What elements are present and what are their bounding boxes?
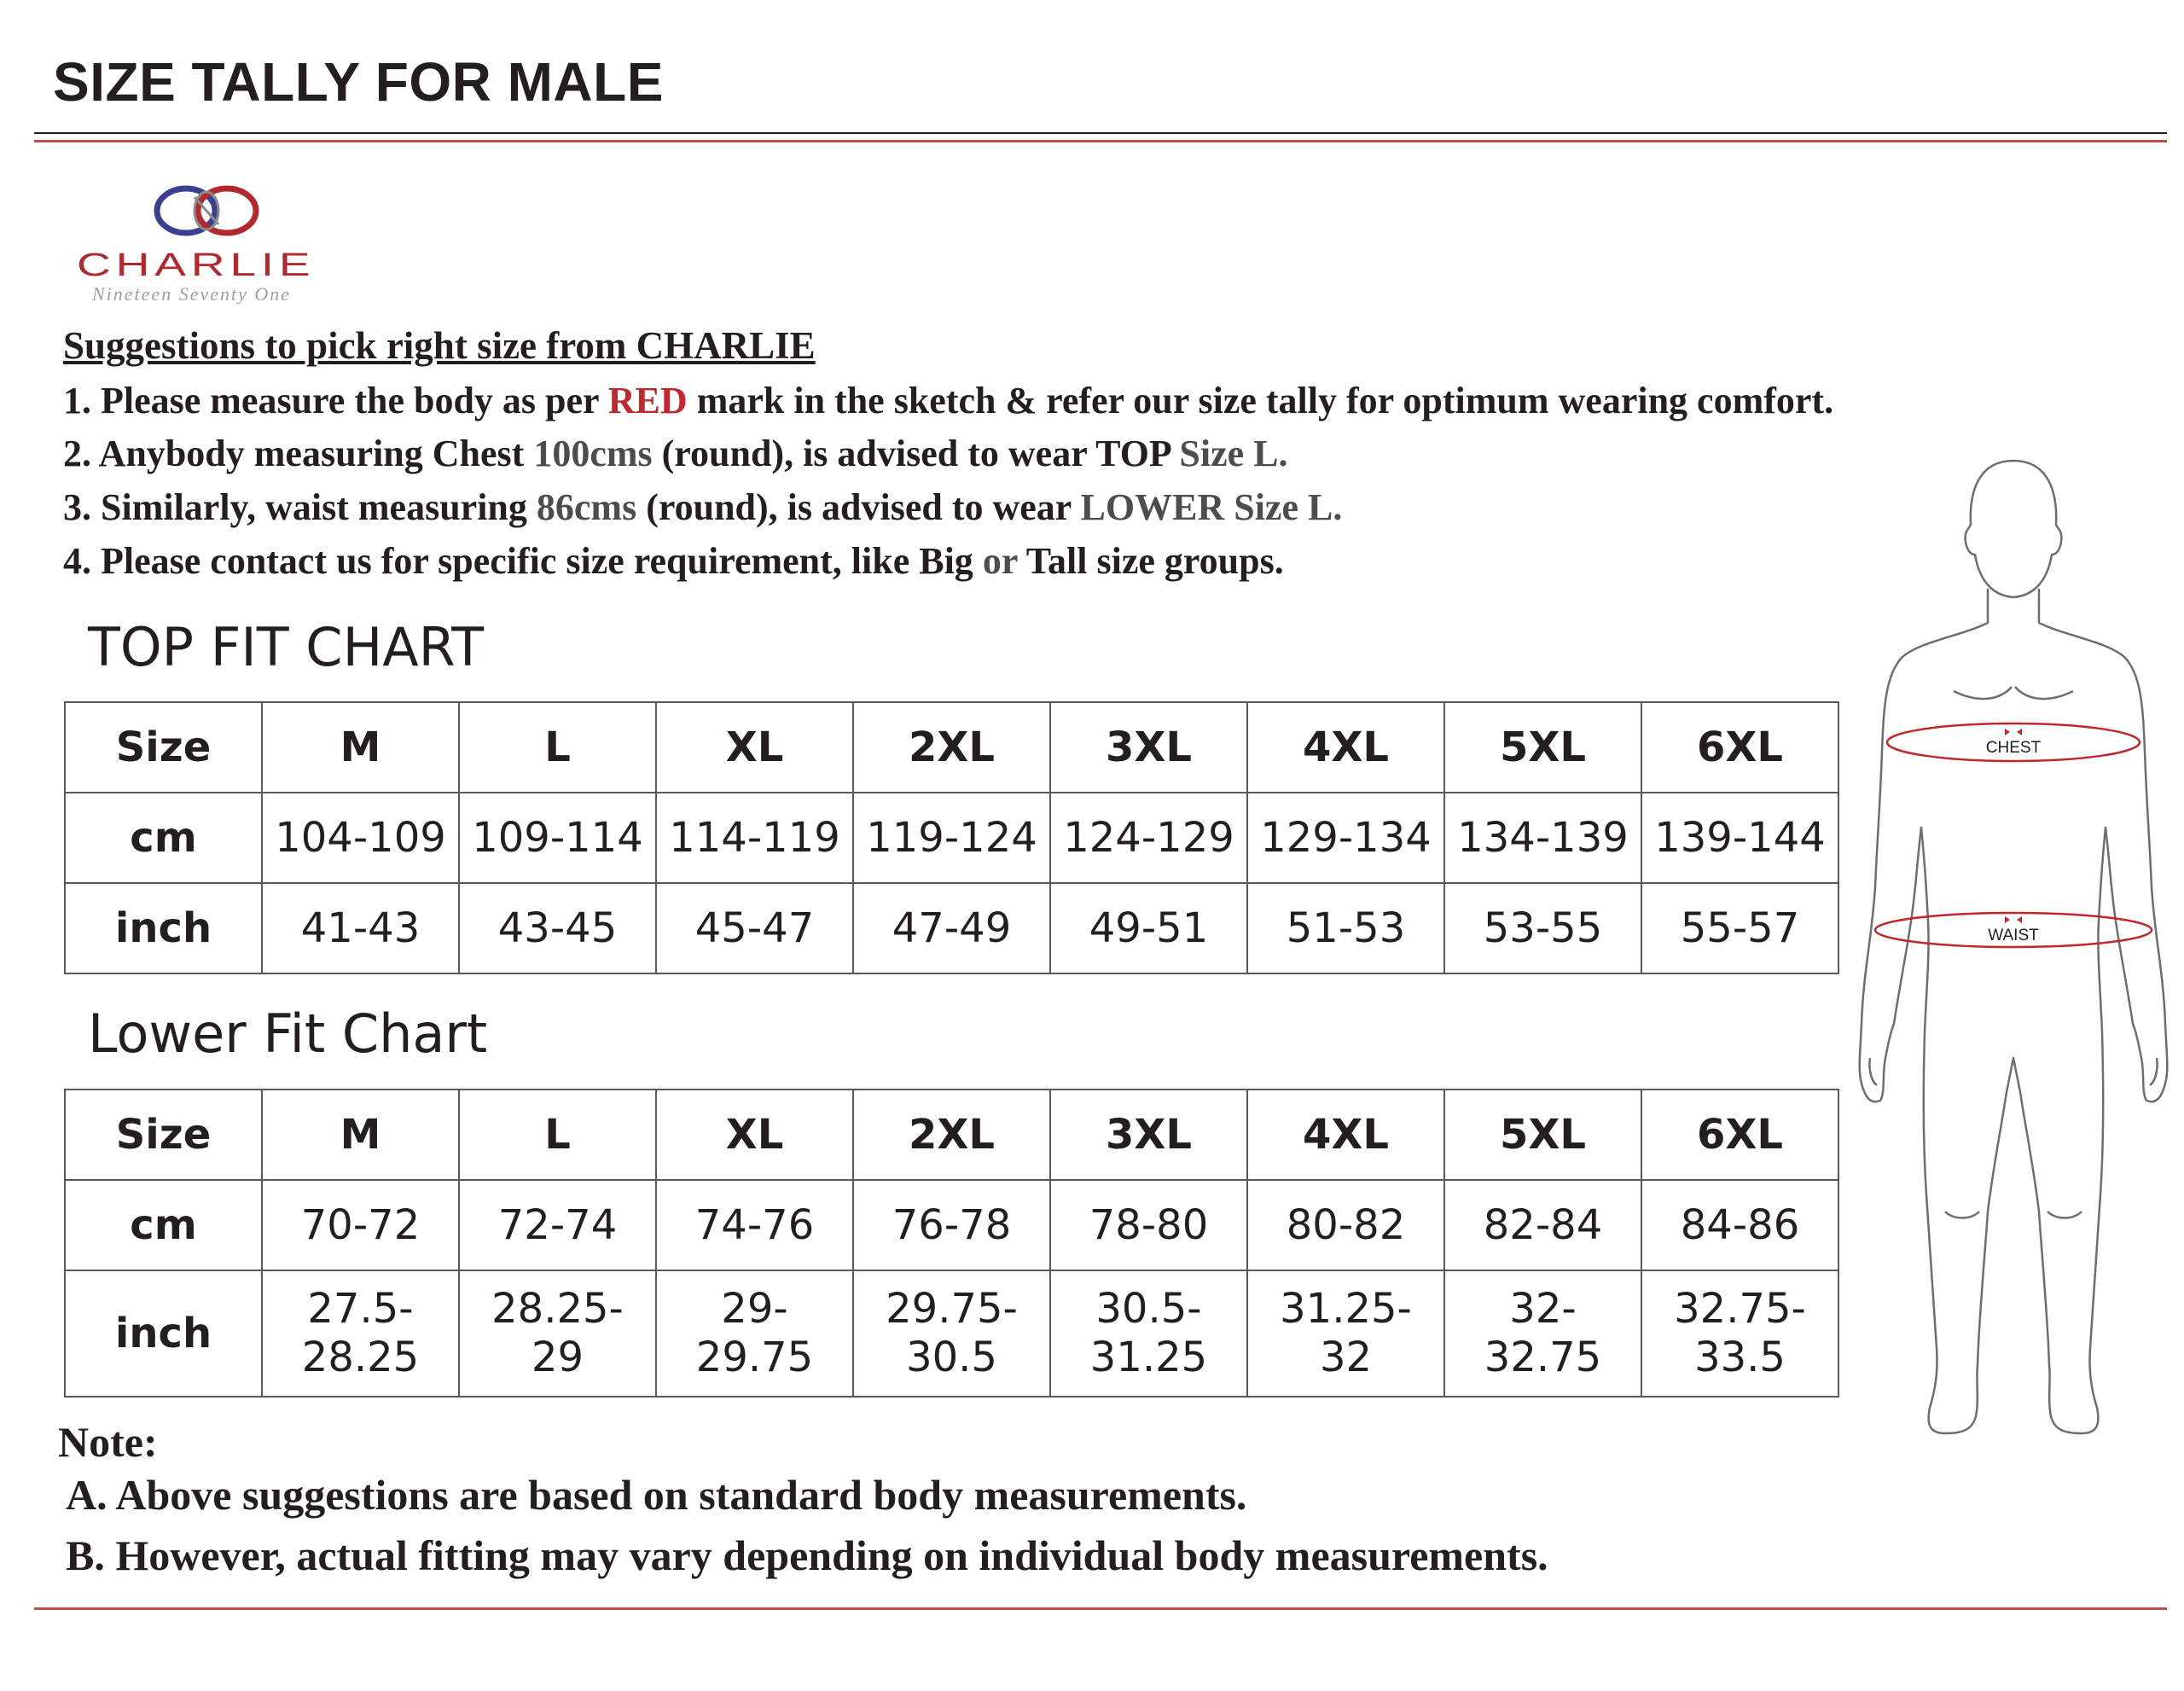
table-cell: 80-82 (1247, 1180, 1444, 1270)
note-heading: Note: (58, 1418, 158, 1466)
logo-tagline: Nineteen Seventy One (92, 283, 292, 305)
table-row (65, 1090, 1838, 1180)
table-cell: 4XL (1247, 1090, 1444, 1180)
suggestion-4: 4. Please contact us for specific size requirement, like Big or Tall size groups. (63, 540, 1284, 582)
row-header-cell: Size (65, 702, 262, 793)
table-cell: XL (656, 1090, 853, 1180)
table-cell: 51-53 (1247, 883, 1444, 973)
row-header-cell: cm (65, 1180, 262, 1270)
table-cell: 124-129 (1050, 793, 1247, 883)
table-cell: 114-119 (656, 793, 853, 883)
table-cell: L (459, 1090, 656, 1180)
table-row (65, 883, 1838, 973)
table-cell: 53-55 (1444, 883, 1641, 973)
table-cell: 104-109 (262, 793, 459, 883)
table-cell: 45-47 (656, 883, 853, 973)
table-cell: 55-57 (1641, 883, 1838, 973)
chest-label: CHEST (1985, 739, 2042, 757)
table-cell: 119-124 (853, 793, 1050, 883)
table-cell: 6XL (1641, 1090, 1838, 1180)
table-cell: 31.25- 32 (1247, 1270, 1444, 1397)
table-cell: 109-114 (459, 793, 656, 883)
table-cell: 74-76 (656, 1180, 853, 1270)
table-cell: 32.75- 33.5 (1641, 1270, 1838, 1397)
table-row (65, 702, 1838, 793)
table-row (65, 1180, 1838, 1270)
table-cell: 32- 32.75 (1444, 1270, 1641, 1397)
table-cell: 5XL (1444, 1090, 1641, 1180)
table-cell: L (459, 702, 656, 793)
table-cell: 3XL (1050, 702, 1247, 793)
lower-fit-table (64, 1089, 1839, 1398)
table-cell: 3XL (1050, 1090, 1247, 1180)
suggestion-3: 3. Similarly, waist measuring 86cms (round), is advised to wear LOWER Size L. (63, 486, 1343, 528)
row-header-cell: inch (65, 1270, 262, 1397)
table-cell: 4XL (1247, 702, 1444, 793)
table-cell: 47-49 (853, 883, 1050, 973)
waist-label: WAIST (1988, 927, 2039, 944)
table-cell: 129-134 (1247, 793, 1444, 883)
top-fit-table (64, 701, 1839, 974)
note-a: A. Above suggestions are based on standard body measurements. (66, 1471, 1247, 1519)
table-cell: 84-86 (1641, 1180, 1838, 1270)
table-cell: 2XL (853, 1090, 1050, 1180)
lower-chart-title: Lower Fit Chart (88, 1002, 488, 1065)
suggestion-2: 2. Anybody measuring Chest 100cms (round), is advised to wear TOP Size L. (63, 433, 1288, 474)
table-cell: 43-45 (459, 883, 656, 973)
red-mark-word: RED (607, 380, 688, 421)
table-cell: M (262, 702, 459, 793)
suggestion-1: 1. Please measure the body as per RED mark in the sketch & refer our size tally for optimum wearing comfort. (63, 380, 1834, 421)
table-cell: 29.75- 30.5 (853, 1270, 1050, 1397)
table-cell: 6XL (1641, 702, 1838, 793)
top-chart-title: TOP FIT CHART (88, 616, 485, 678)
table-cell: M (262, 1090, 459, 1180)
table-cell: 28.25- 29 (459, 1270, 656, 1397)
footer-rule-red (34, 1607, 2167, 1610)
table-cell: 49-51 (1050, 883, 1247, 973)
table-row (65, 1270, 1838, 1397)
table-cell: XL (656, 702, 853, 793)
table-cell: 27.5- 28.25 (262, 1270, 459, 1397)
table-cell: 134-139 (1444, 793, 1641, 883)
table-cell: 5XL (1444, 702, 1641, 793)
table-cell: 29- 29.75 (656, 1270, 853, 1397)
table-cell: 70-72 (262, 1180, 459, 1270)
logo-brand: CHARLIE (77, 247, 316, 283)
table-cell: 30.5- 31.25 (1050, 1270, 1247, 1397)
table-cell: 41-43 (262, 883, 459, 973)
header-rule-black (34, 132, 2167, 134)
table-row (65, 793, 1838, 883)
table-cell: 72-74 (459, 1180, 656, 1270)
table-cell: 78-80 (1050, 1180, 1247, 1270)
header-rule-red (34, 140, 2167, 142)
row-header-cell: inch (65, 883, 262, 973)
table-cell: 82-84 (1444, 1180, 1641, 1270)
suggestions-heading: Suggestions to pick right size from CHARLIE (63, 324, 816, 367)
table-cell: 2XL (853, 702, 1050, 793)
page-title: SIZE TALLY FOR MALE (53, 51, 664, 113)
table-cell: 139-144 (1641, 793, 1838, 883)
row-header-cell: Size (65, 1090, 262, 1180)
row-header-cell: cm (65, 793, 262, 883)
body-sketch (1851, 444, 2175, 1502)
table-cell: 76-78 (853, 1180, 1050, 1270)
note-b: B. However, actual fitting may vary depending on individual body measurements. (66, 1531, 1548, 1579)
